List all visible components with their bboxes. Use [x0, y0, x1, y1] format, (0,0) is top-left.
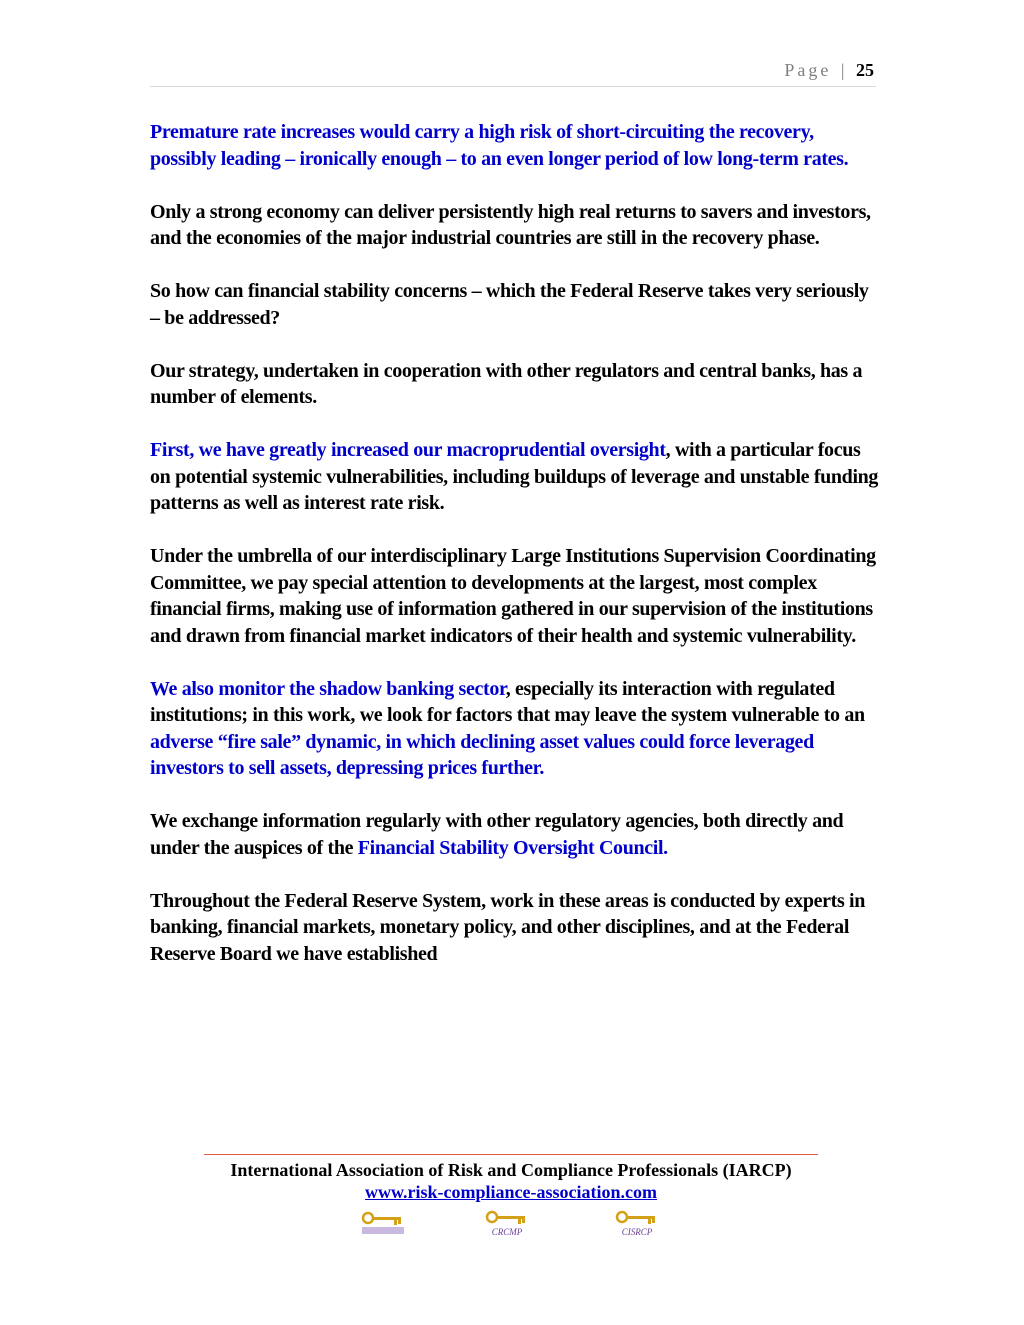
crcmp-logo — [484, 1210, 530, 1238]
paragraph — [150, 888, 880, 968]
body-text: We exchange information regularly with other regulatory agencies, both directly and under the auspices of the — [150, 810, 844, 859]
member-logo — [360, 1210, 406, 1238]
highlighted-text: Premature rate increases would carry a high risk of short-circuiting the recovery, possibly leading – ironically enough – to an even longer period of low long-term rates. — [150, 121, 849, 170]
body-text: So how can financial stability concerns – which the Federal Reserve takes very seriously – be addressed? — [150, 280, 869, 329]
body-text: Throughout the Federal Reserve System, work in these areas is conducted by experts in banking, financial markets, monetary policy, and other disciplines, and at the Federal Reserve Board we have established — [150, 889, 866, 965]
highlighted-text: We also monitor the shadow banking sector — [150, 677, 506, 700]
certification-logos — [0, 1210, 1024, 1240]
highlighted-text: Financial Stability Oversight Council. — [357, 836, 668, 859]
page-label: Page — [784, 60, 832, 80]
footer-divider — [204, 1154, 818, 1155]
page-separator: | — [840, 60, 845, 80]
footer-organization: International Association of Risk and Compliance Professionals (IARCP) — [230, 1160, 792, 1180]
body-text: Only a strong economy can deliver persistently high real returns to savers and investors, and the economies of the major industrial countries are still in the recovery phase. — [150, 200, 871, 249]
paragraph — [150, 278, 880, 331]
body-text: Under the umbrella of our interdisciplinary Large Institutions Supervision Coordinating Committee, we pay special attention to developments at the largest, most complex financial firms, making use of information gathered in our supervision of the institutions and drawn from financial market indicators of their health and systemic vulnerability. — [150, 545, 876, 647]
page-number-value: 25 — [856, 60, 874, 80]
cisrcp-logo-text: CISRCP — [621, 1227, 653, 1237]
document-body — [150, 119, 880, 994]
paragraph — [150, 676, 880, 782]
paragraph — [150, 199, 880, 252]
page-header — [150, 58, 876, 87]
page-number — [784, 60, 874, 81]
highlighted-text: First, we have greatly increased our macroprudential oversight — [150, 439, 666, 461]
body-text: , especially its interaction with regulated institutions; in this work, we look for factors that may leave the system vulnerable to an — [150, 677, 865, 726]
cisrcp-logo — [614, 1210, 660, 1238]
paragraph — [150, 358, 880, 411]
crcmp-logo-text: CRCMP — [491, 1227, 523, 1237]
paragraph — [150, 119, 880, 172]
highlighted-text: adverse “fire sale” dynamic, in which declining asset values could force leveraged investors to sell assets, depressing prices further. — [150, 730, 814, 779]
body-text: , with a particular focus on potential systemic vulnerabilities, including buildups of leverage and unstable funding patterns as well as interest rate risk. — [150, 439, 879, 514]
paragraph — [150, 808, 880, 861]
paragraph — [150, 437, 880, 517]
paragraph — [150, 543, 880, 649]
body-text: Our strategy, undertaken in cooperation with other regulators and central banks, has a number of elements. — [150, 359, 863, 408]
page-footer — [204, 1154, 818, 1203]
footer-website-link[interactable]: www.risk-compliance-association.com — [365, 1182, 657, 1202]
